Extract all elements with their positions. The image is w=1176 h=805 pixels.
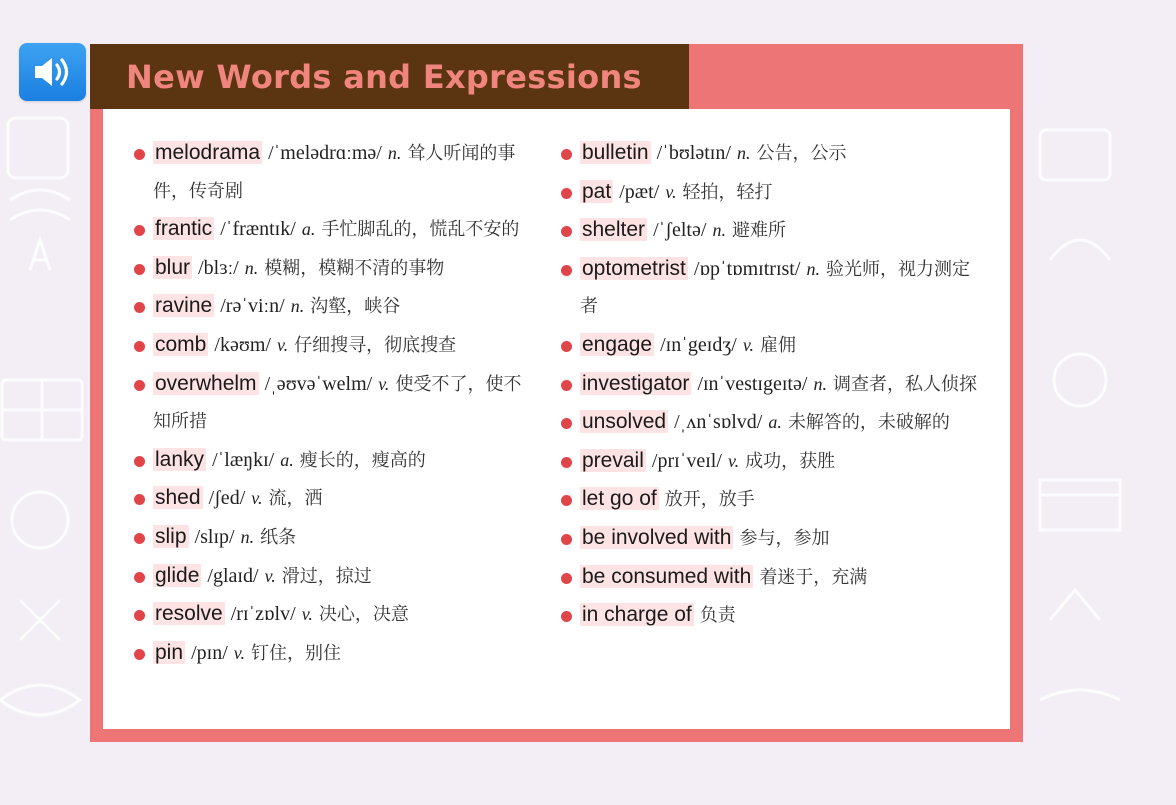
vocab-word: shelter <box>582 218 646 242</box>
phonetic: /ˌəʊvəˈwelm/ <box>264 372 373 395</box>
vocab-entry <box>134 249 524 288</box>
vocab-word: optometrist <box>582 256 686 280</box>
phonetic: /ˈlæŋkɪ/ <box>212 448 275 471</box>
part-of-speech: n. <box>387 143 402 163</box>
definition: 滑过，掠过 <box>281 565 372 587</box>
phonetic: /slɪp/ <box>194 525 235 548</box>
definition: 瘦长的，瘦高的 <box>299 449 426 471</box>
bullet-icon <box>561 188 572 199</box>
bullet-icon <box>561 611 572 622</box>
vocab-word: pat <box>582 179 612 203</box>
vocab-entry <box>134 634 524 673</box>
phonetic: /kəʊm/ <box>214 333 271 356</box>
definition: 决心，决意 <box>318 604 409 626</box>
definition: 使受不了，使不知所措 <box>153 373 522 433</box>
phonetic: /ˌʌnˈsɒlvd/ <box>674 411 763 434</box>
vocab-word: pin <box>155 640 184 664</box>
bullet-icon <box>134 264 145 275</box>
vocab-word: melodrama <box>155 141 261 164</box>
phonetic: /rɪˈzɒlv/ <box>230 603 296 626</box>
vocab-word: blur <box>155 255 191 279</box>
bullet-icon <box>561 149 572 160</box>
phonetic: /prɪˈveɪl/ <box>651 449 722 472</box>
vocab-entry <box>561 173 981 212</box>
vocab-word: in charge of <box>582 603 692 627</box>
bullet-icon <box>134 341 145 352</box>
definition: 纸条 <box>260 526 297 548</box>
bullet-icon <box>561 380 572 391</box>
vocab-word: engage <box>582 332 653 356</box>
definition: 验光师，视力测定者 <box>580 258 970 318</box>
bullet-icon <box>134 572 145 583</box>
vocab-word: comb <box>155 332 207 356</box>
bullet-icon <box>561 341 572 352</box>
vocab-word: be involved with <box>582 525 732 549</box>
vocab-word: slip <box>155 524 187 548</box>
part-of-speech: n. <box>813 373 827 394</box>
part-of-speech: v. <box>264 565 276 586</box>
phonetic: /pɪn/ <box>191 641 228 664</box>
vocab-word: overwhelm <box>155 371 257 395</box>
vocab-entry <box>134 479 524 518</box>
definition: 仔细搜寻，彻底搜查 <box>294 334 457 356</box>
vocab-word: shed <box>155 486 201 510</box>
definition: 手忙脚乱的，慌乱不安的 <box>321 219 520 241</box>
vocab-word: investigator <box>582 371 690 395</box>
phonetic: /blɜː/ <box>198 256 239 279</box>
phonetic: /ˈʃeltə/ <box>653 219 707 242</box>
bullet-icon <box>134 225 145 236</box>
bullet-icon <box>134 149 145 160</box>
part-of-speech: v. <box>276 334 289 355</box>
speaker-icon <box>31 52 75 92</box>
vocab-word: frantic <box>155 217 213 241</box>
part-of-speech: v. <box>665 181 677 202</box>
bullet-icon <box>561 534 572 545</box>
phonetic: /ˈfræntɪk/ <box>220 218 296 241</box>
bullet-icon <box>561 226 572 237</box>
vocab-entry <box>134 557 524 596</box>
vocab-entry <box>561 519 981 558</box>
vocab-entry <box>561 442 981 481</box>
vocab-entry <box>134 595 524 634</box>
bullet-icon <box>134 533 145 544</box>
definition: 避难所 <box>731 220 786 242</box>
definition: 调查者，私人侦探 <box>833 373 978 395</box>
vocab-word: let go of <box>582 487 657 511</box>
vocab-word: prevail <box>582 448 644 472</box>
part-of-speech: n. <box>240 526 255 547</box>
vocab-entry <box>561 403 981 442</box>
part-of-speech: n. <box>290 296 305 317</box>
definition: 放开，放手 <box>664 489 755 511</box>
vocab-entry <box>134 134 524 210</box>
phonetic: /ɪnˈgeɪdʒ/ <box>660 333 737 356</box>
phonetic: /ɪnˈvestɪgeɪtə/ <box>697 372 808 395</box>
vocab-entry <box>561 211 981 250</box>
vocab-entry <box>561 326 981 365</box>
bullet-icon <box>561 265 572 276</box>
vocab-word: be consumed with <box>582 564 752 588</box>
bullet-icon <box>561 457 572 468</box>
part-of-speech: n. <box>736 143 751 163</box>
definition: 钉住，别住 <box>251 642 341 664</box>
card-header <box>90 44 689 109</box>
vocab-entry <box>561 558 981 597</box>
definition: 沟壑，峡谷 <box>310 296 401 318</box>
vocab-word: bulletin <box>582 141 649 164</box>
bullet-icon <box>134 380 145 391</box>
definition: 成功，获胜 <box>745 450 836 472</box>
part-of-speech: v. <box>233 642 245 663</box>
word-column-left <box>134 134 524 672</box>
definition: 未解答的，未破解的 <box>787 412 950 434</box>
vocab-word: ravine <box>155 294 213 318</box>
word-column-right <box>561 134 981 635</box>
definition: 参与，参加 <box>739 527 830 549</box>
definition: 雇佣 <box>760 334 797 356</box>
part-of-speech: v. <box>727 450 740 471</box>
bullet-icon <box>134 456 145 467</box>
vocab-entry <box>561 596 981 635</box>
vocab-entry <box>561 134 981 173</box>
bullet-icon <box>134 302 145 313</box>
vocab-entry <box>561 365 981 404</box>
vocab-word: glide <box>155 563 200 587</box>
vocab-entry <box>134 210 524 249</box>
phonetic: /pæt/ <box>619 180 660 203</box>
vocab-entry <box>134 326 524 365</box>
vocab-entry <box>561 250 981 326</box>
vocab-entry <box>134 365 524 441</box>
vocab-entry <box>134 518 524 557</box>
phonetic: /ˈbʊlətɪn/ <box>656 142 731 164</box>
definition: 流，洒 <box>268 488 323 510</box>
definition: 耸人听闻的事件，传奇剧 <box>153 143 516 202</box>
bullet-icon <box>561 418 572 429</box>
audio-play-button[interactable] <box>19 43 86 101</box>
part-of-speech: a. <box>280 449 294 470</box>
vocab-entry <box>134 287 524 326</box>
bullet-icon <box>134 494 145 505</box>
phonetic: /ɒpˈtɒmɪtrɪst/ <box>693 257 801 280</box>
part-of-speech: n. <box>244 257 259 278</box>
part-of-speech: a. <box>768 412 782 433</box>
vocab-word: unsolved <box>582 410 667 434</box>
phonetic: /glaɪd/ <box>207 564 259 587</box>
definition: 轻拍，轻打 <box>682 181 773 203</box>
phonetic: /rəˈviːn/ <box>220 295 285 318</box>
bullet-icon <box>561 573 572 584</box>
page-title: New Words and Expressions <box>126 58 642 96</box>
definition: 模糊，模糊不清的事物 <box>264 257 445 279</box>
bullet-icon <box>134 649 145 660</box>
vocab-entry <box>134 441 524 480</box>
vocab-entry <box>561 480 981 519</box>
part-of-speech: n. <box>806 258 820 279</box>
definition: 负责 <box>699 605 736 627</box>
part-of-speech: v. <box>378 373 390 394</box>
definition: 着迷于，充满 <box>759 566 868 588</box>
part-of-speech: v. <box>301 604 313 625</box>
part-of-speech: n. <box>712 220 726 241</box>
part-of-speech: a. <box>301 219 316 240</box>
phonetic: /ʃed/ <box>208 487 246 510</box>
bullet-icon <box>561 495 572 506</box>
phonetic: /ˈmelədrɑːmə/ <box>268 142 382 164</box>
bullet-icon <box>134 610 145 621</box>
part-of-speech: v. <box>742 334 754 355</box>
vocab-word: resolve <box>155 602 223 626</box>
part-of-speech: v. <box>251 488 263 509</box>
definition: 公告，公示 <box>756 143 847 164</box>
vocab-word: lanky <box>155 447 205 471</box>
